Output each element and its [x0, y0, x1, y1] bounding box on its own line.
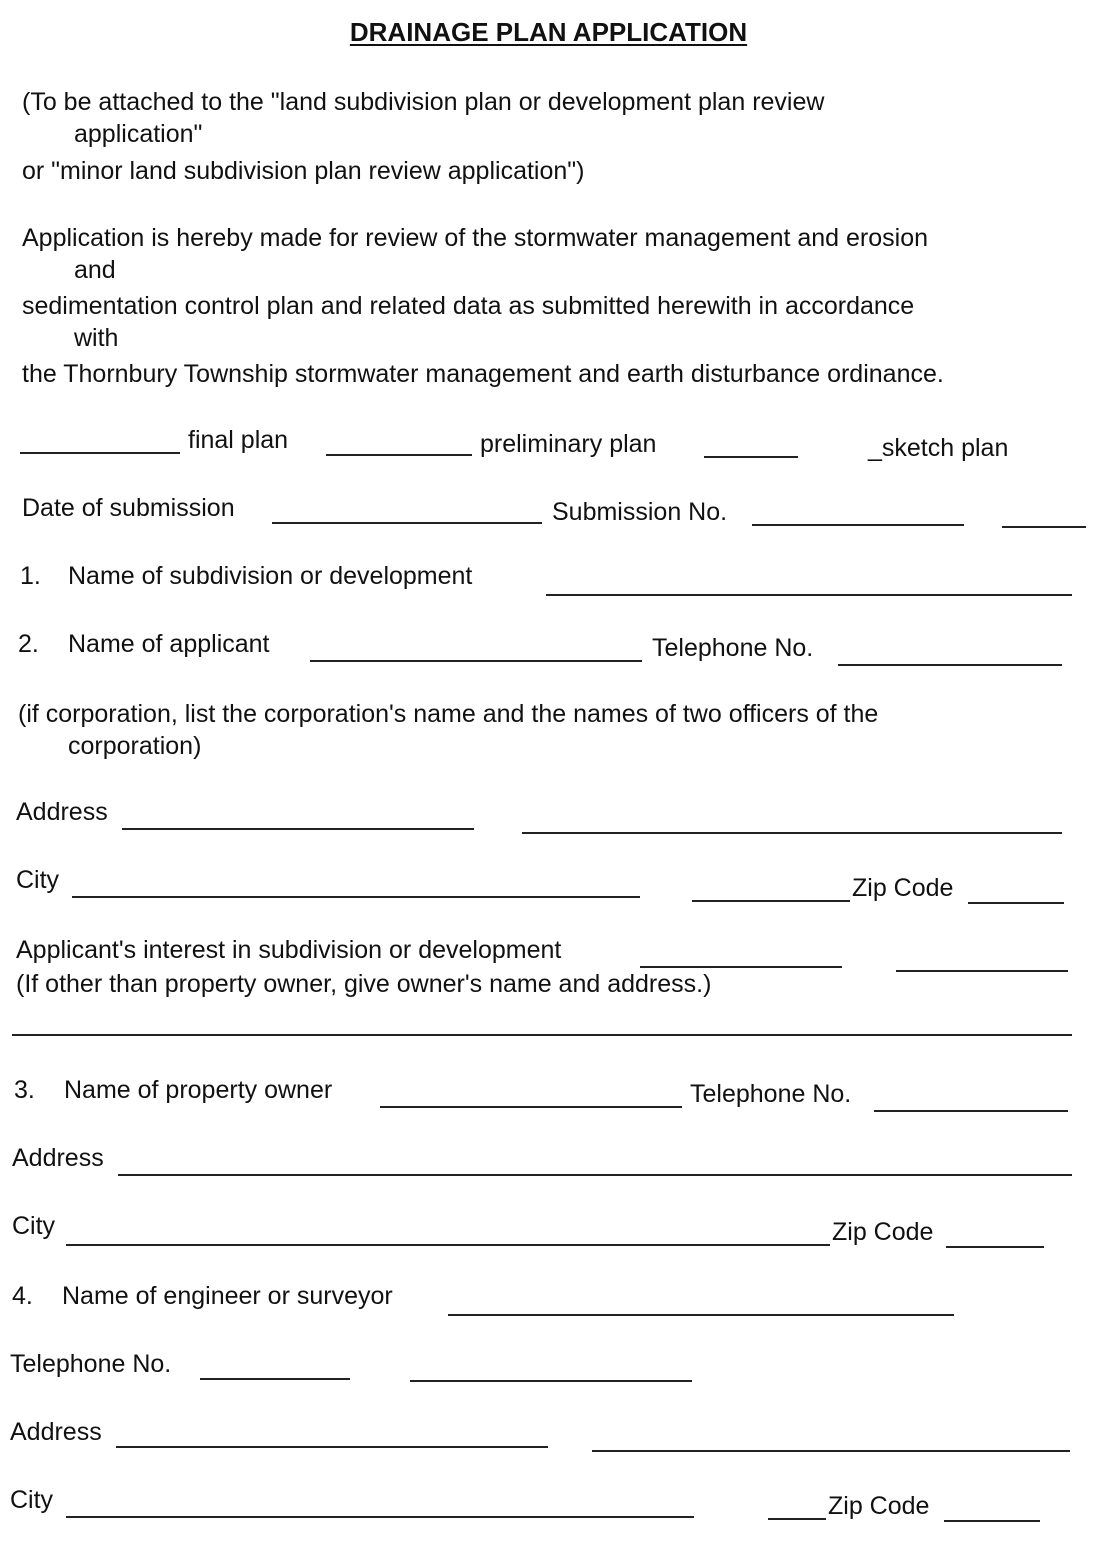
owner-telephone-blank[interactable]: [874, 1110, 1068, 1112]
section-3-number: 3.: [14, 1076, 35, 1104]
applicant-state-blank[interactable]: [692, 900, 850, 902]
section-1-label: Name of subdivision or development: [68, 562, 473, 590]
statement-line-2: and: [74, 256, 116, 284]
applicant-city-blank[interactable]: [72, 896, 640, 898]
applicant-interest-blank-2[interactable]: [896, 970, 1068, 972]
section-1-number: 1.: [20, 562, 41, 590]
engineer-zip-label: Zip Code: [828, 1492, 930, 1520]
statement-line-5: the Thornbury Township stormwater management and earth disturbance ordinance.: [22, 360, 944, 388]
engineer-city-blank[interactable]: [66, 1516, 694, 1518]
section-3-label: Name of property owner: [64, 1076, 333, 1104]
preliminary-plan-blank[interactable]: [326, 454, 472, 456]
submission-number-label: Submission No.: [552, 498, 728, 526]
statement-line-3: sedimentation control plan and related data as submitted herewith in accordance: [22, 292, 915, 320]
engineer-zip-blank[interactable]: [944, 1520, 1040, 1522]
applicant-zip-label: Zip Code: [852, 874, 954, 902]
corporation-note-line-1: (if corporation, list the corporation's name and the names of two officers of the: [18, 700, 879, 728]
preliminary-plan-label: preliminary plan: [480, 430, 657, 458]
section-2-number: 2.: [18, 630, 39, 658]
owner-zip-blank[interactable]: [946, 1246, 1044, 1248]
applicant-interest-label: Applicant's interest in subdivision or development: [16, 936, 562, 964]
engineer-address-blank-2[interactable]: [592, 1450, 1070, 1452]
owner-telephone-label: Telephone No.: [690, 1080, 852, 1108]
engineer-address-blank-1[interactable]: [116, 1446, 548, 1448]
engineer-city-label: City: [10, 1486, 54, 1514]
final-plan-blank[interactable]: [20, 452, 180, 454]
applicant-name-blank[interactable]: [310, 660, 642, 662]
subdivision-name-blank[interactable]: [546, 594, 1072, 596]
plan-blank-extra[interactable]: [704, 456, 798, 458]
applicant-address-label: Address: [16, 798, 108, 826]
final-plan-label: final plan: [188, 426, 289, 454]
applicant-zip-blank[interactable]: [968, 902, 1064, 904]
date-of-submission-blank[interactable]: [272, 522, 542, 524]
applicant-telephone-blank[interactable]: [838, 664, 1062, 666]
owner-city-label: City: [12, 1212, 56, 1240]
applicant-interest-note: (If other than property owner, give owner's name and address.): [16, 970, 712, 998]
statement-line-4: with: [74, 324, 119, 352]
engineer-address-label: Address: [10, 1418, 102, 1446]
intro-line-3: or "minor land subdivision plan review application"): [22, 157, 585, 185]
engineer-name-blank[interactable]: [448, 1314, 954, 1316]
section-4-number: 4.: [12, 1282, 33, 1310]
owner-address-label: Address: [12, 1144, 104, 1172]
sketch-plan-label: _sketch plan: [868, 434, 1009, 462]
applicant-address-blank-1[interactable]: [122, 828, 474, 830]
intro-line-1: (To be attached to the "land subdivision plan or development plan review: [22, 88, 825, 116]
submission-number-blank-extra[interactable]: [1002, 526, 1086, 528]
applicant-address-blank-2[interactable]: [522, 832, 1062, 834]
engineer-telephone-blank-1[interactable]: [200, 1378, 350, 1380]
date-of-submission-label: Date of submission: [22, 494, 235, 522]
engineer-state-blank[interactable]: [768, 1518, 826, 1520]
statement-line-1: Application is hereby made for review of the stormwater management and erosion: [22, 224, 929, 252]
engineer-telephone-blank-2[interactable]: [410, 1380, 692, 1382]
section-2-label: Name of applicant: [68, 630, 270, 658]
form-title: DRAINAGE PLAN APPLICATION: [349, 17, 748, 47]
owner-address-blank[interactable]: [118, 1174, 1072, 1176]
owner-zip-label: Zip Code: [832, 1218, 934, 1246]
intro-line-2: application": [74, 120, 203, 148]
applicant-telephone-label: Telephone No.: [652, 634, 814, 662]
owner-details-blank[interactable]: [12, 1034, 1072, 1036]
section-4-label: Name of engineer or surveyor: [62, 1282, 393, 1310]
owner-city-blank[interactable]: [66, 1244, 830, 1246]
engineer-telephone-label: Telephone No.: [10, 1350, 172, 1378]
corporation-note-line-2: corporation): [68, 732, 202, 760]
property-owner-name-blank[interactable]: [380, 1106, 682, 1108]
submission-number-blank[interactable]: [752, 524, 964, 526]
applicant-city-label: City: [16, 866, 60, 894]
